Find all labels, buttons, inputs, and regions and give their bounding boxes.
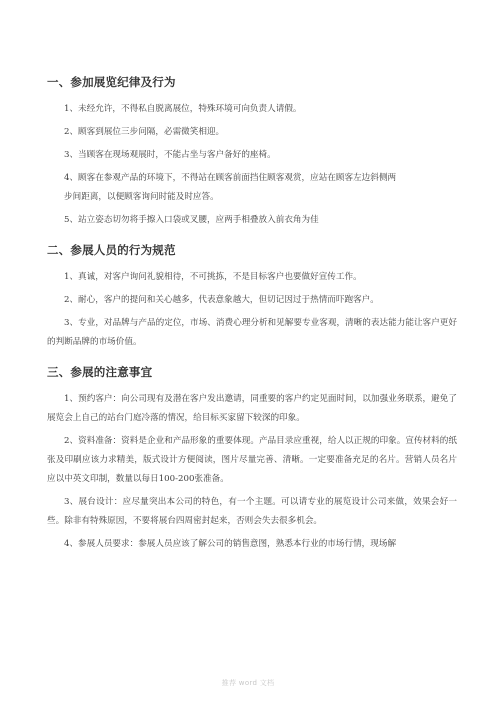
section-title-3: 三、参展的注意事宜: [47, 365, 153, 379]
paragraph: 3、展台设计：应尽量突出本公司的特色，有一个主题。可以请专业的展览设计公司来做，效果会好一些。除非有特殊原因，不要将展台四周密封起来，否则会失去很多机会。: [47, 497, 457, 526]
section-title-1: 一、参加展览纪律及行为: [47, 75, 176, 89]
paragraph: 3、当顾客在现场观展时，不能占坐与客户备好的座椅。: [64, 150, 276, 160]
section-title-2: 二、参展人员的行为规范: [47, 243, 176, 257]
page-footer-watermark: 推荐 word 文档: [221, 679, 275, 687]
paragraph: 3、专业，对品牌与产品的定位，市场、消费心理分析和见解要专业客观，清晰的表达能力能让客户更好的判断品牌的市场价值。: [47, 318, 457, 347]
paragraph: 2、资料准备：资料是企业和产品形象的重要体现。产品目录应重视，给人以正规的印象。宣传材料的纸张及印刷应该力求精美，版式设计方便阅读，图片尽量完善、清晰。一定要准备充足的名片。营销人员名片应以中英文印制，数量以每日100-200张准备。: [47, 436, 457, 484]
paragraph: 2、顾客到展位三步问隔，必需微笑相迎。: [64, 127, 225, 137]
paragraph: 2、耐心，客户的提问和关心越多，代表意象越大，但切记因过于热情而吓跑客户。: [64, 295, 379, 305]
paragraph: 4、参展人员要求：参展人员应该了解公司的销售意图，熟悉本行业的市场行情，现场解: [64, 539, 397, 549]
paragraph: 1、真诚，对客户询问礼貌相待，不可挑拣，不是目标客户也要做好宣传工作。: [64, 272, 362, 282]
paragraph: 5、站立姿态切勿将手擦入口袋或叉腰，应两手相叠放入前衣角为佳: [64, 215, 319, 225]
paragraph-continuation: 步间距离，以便顾客询问时能及时应答。: [64, 192, 219, 202]
paragraph: 1、未经允许，不得私自脱离展位，特殊环境可向负责人请假。: [64, 104, 302, 114]
paragraph: 4、顾客在参观产品的环境下，不得站在顾客前面挡住顾客观赏，应站在顾客左边斜侧两: [64, 173, 397, 183]
paragraph: 1、预约客户：向公司现有及潜在客户发出邀请，同重要的客户约定见面时间，以加强业务联系，避免了展览会上自己的站台门庭冷落的情况，给目标买家留下较深的印象。: [47, 394, 457, 423]
document-body: [47, 74, 457, 554]
